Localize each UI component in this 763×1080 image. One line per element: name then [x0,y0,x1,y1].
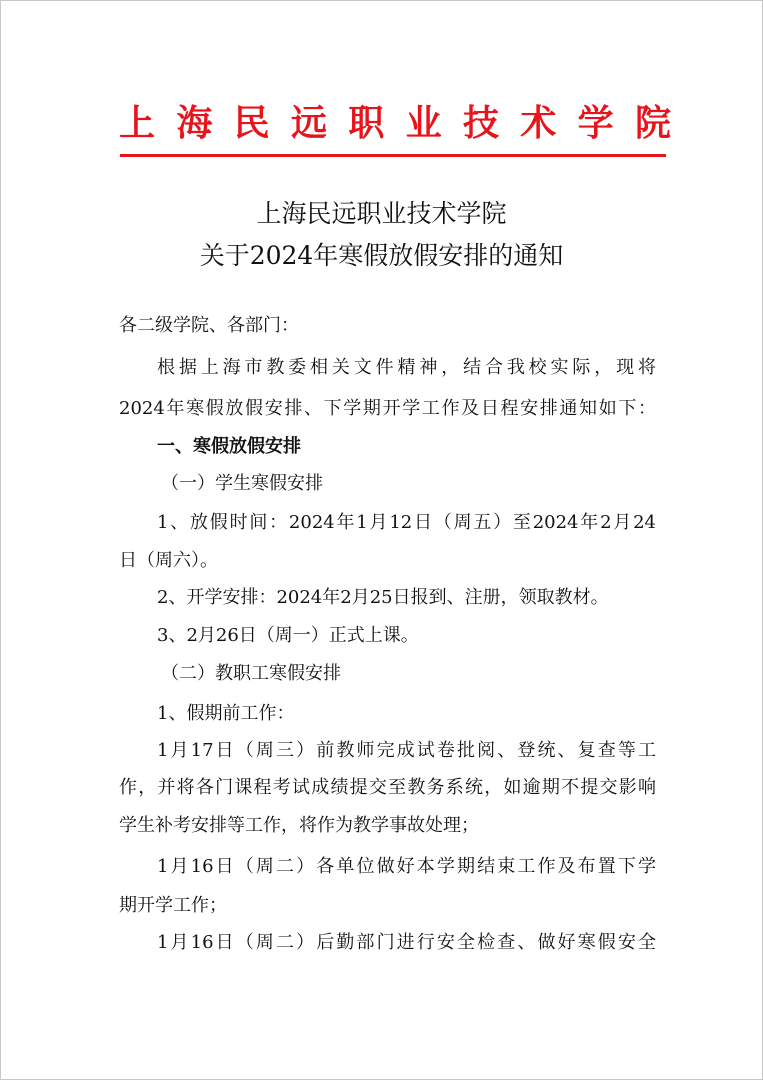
paragraph-line: 期开学工作； [119,895,227,916]
list-item: 1、假期前工作： [157,703,295,724]
section-heading: 一、寒假放假安排 [157,436,301,457]
paragraph-line: 1月16日（周二）后勤部门进行安全检查、做好寒假安全 [157,932,656,953]
list-item: 2、开学安排：2024年2月25日报到、注册，领取教材。 [157,587,609,608]
paragraph-line: 1月16日（周二）各单位做好本学期结束工作及布置下学 [157,856,656,877]
list-item: 1、放假时间：2024年1月12日（周五）至2024年2月24 [157,512,656,533]
subsection-heading: （二）教职工寒假安排 [161,663,341,684]
subsection-heading: （一）学生寒假安排 [161,473,323,494]
notice-title-line2: 关于2024年寒假放假安排的通知 [199,241,564,270]
intro-line: 根据上海市教委相关文件精神，结合我校实际，现将 [157,357,656,378]
paragraph-line: 1月17日（周三）前教师完成试卷批阅、登统、复查等工 [157,740,656,761]
letterhead-red-rule [120,154,666,157]
intro-line: 2024年寒假放假安排、下学期开学工作及日程安排通知如下： [119,398,656,419]
paragraph-line: 学生补考安排等工作，将作为教学事故处理； [119,815,479,836]
list-item: 3、2月26日（周一）正式上课。 [157,625,419,646]
salutation: 各二级学院、各部门： [119,315,299,336]
letterhead-title: 上海民远职业技术学院 [119,102,671,144]
list-item: 日（周六）。 [119,550,218,571]
notice-title-line1: 上海民远职业技术学院 [256,199,507,228]
paragraph-line: 作，并将各门课程考试成绩提交至教务系统，如逾期不提交影响 [119,777,656,798]
